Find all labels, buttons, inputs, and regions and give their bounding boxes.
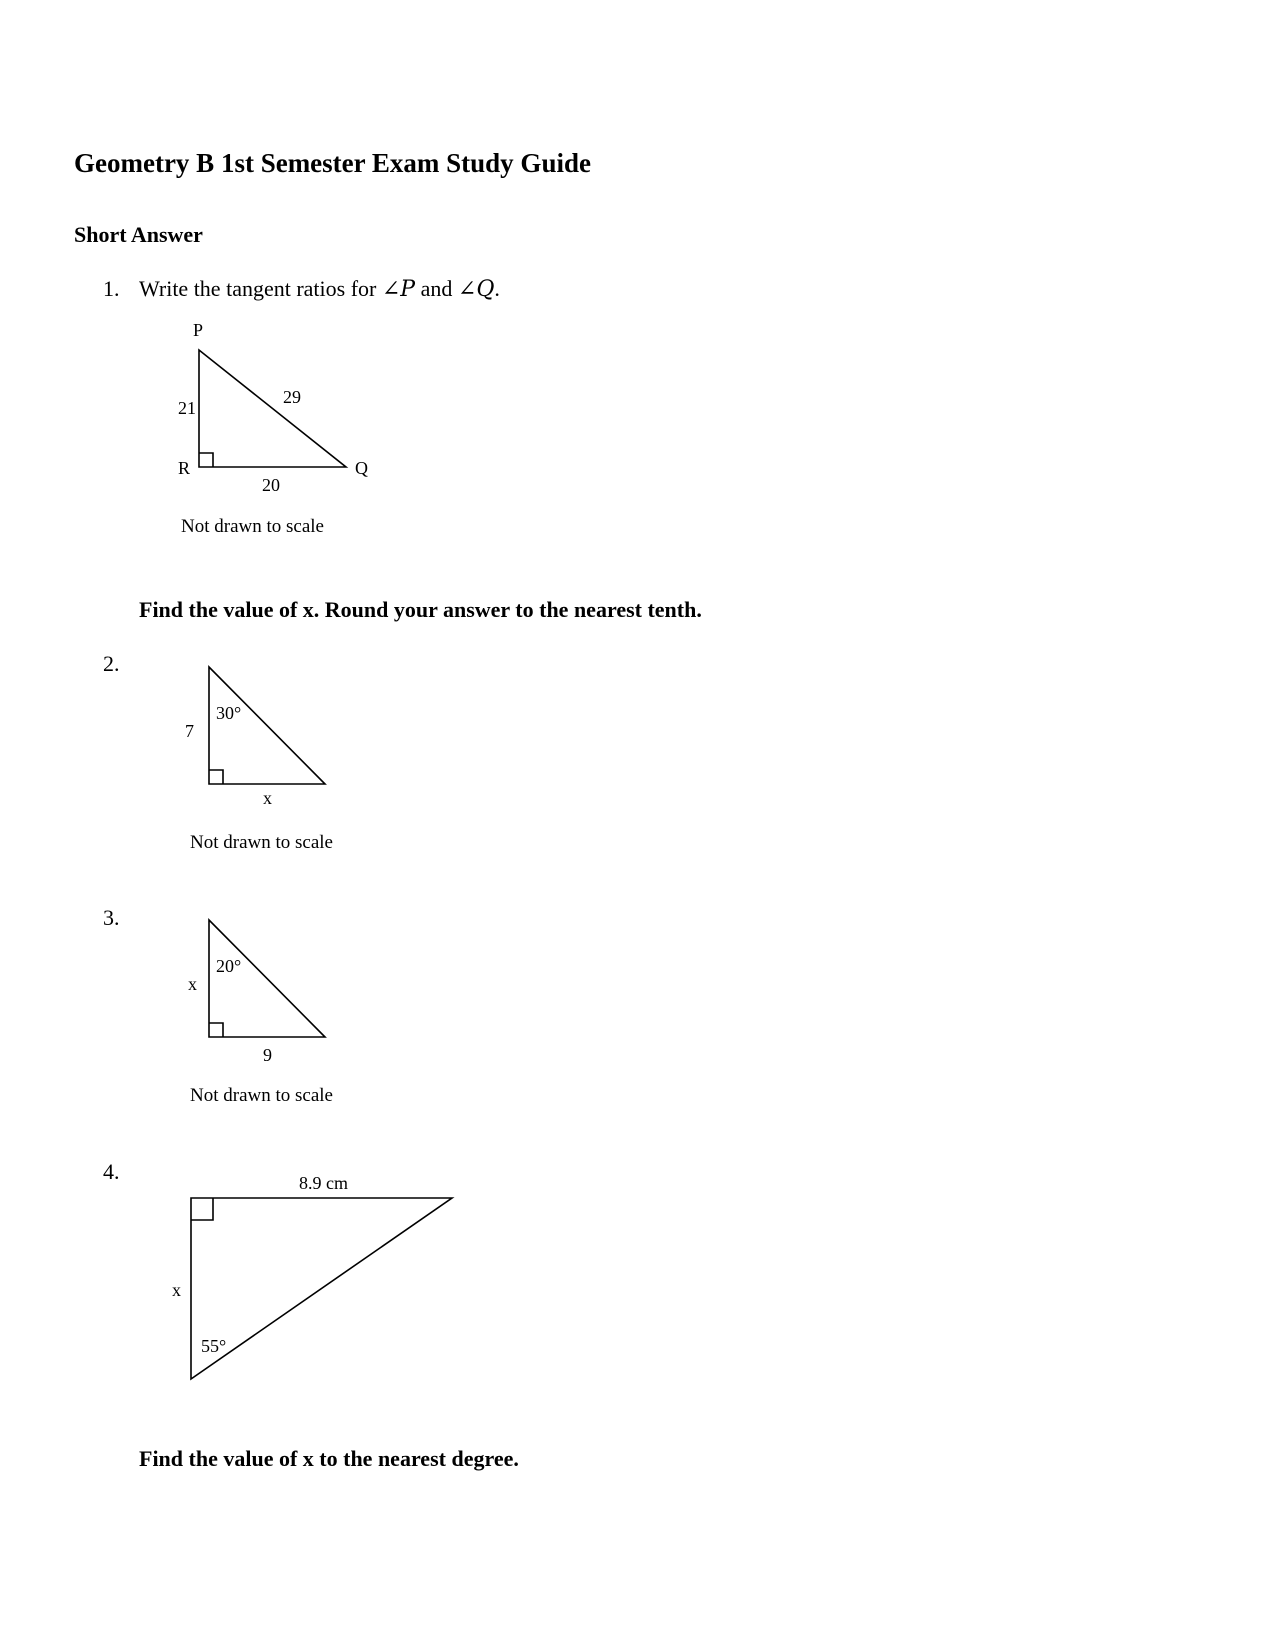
- vertex-label-r: R: [178, 458, 191, 478]
- question-number-2: 2.: [103, 651, 120, 676]
- angle-p: P: [400, 277, 416, 302]
- side-label-rq: 20: [262, 475, 280, 495]
- page-title: Geometry B 1st Semester Exam Study Guide: [74, 148, 591, 178]
- triangle-q4: [191, 1198, 452, 1379]
- scale-note-1: Not drawn to scale: [181, 516, 324, 537]
- angle-label-q3: 20°: [216, 956, 242, 976]
- right-angle-marker: [191, 1198, 213, 1220]
- side-label-pq: 29: [283, 387, 301, 407]
- instruction-nearest-degree: Find the value of x to the nearest degree.: [139, 1446, 519, 1471]
- angle-label-q2: 30°: [216, 703, 242, 723]
- vertex-label-q: Q: [355, 458, 368, 478]
- side-label-top-q4: 8.9 cm: [299, 1173, 348, 1193]
- question-text-connector: and: [415, 276, 458, 301]
- angle-symbol: ∠: [381, 277, 401, 302]
- question-text-end: .: [494, 276, 500, 301]
- side-label-pr: 21: [178, 398, 196, 418]
- angle-symbol: ∠: [457, 277, 477, 302]
- side-label-left-q4: x: [172, 1280, 181, 1300]
- question-number-1: 1.: [103, 276, 120, 301]
- side-label-bottom-q3: 9: [263, 1045, 272, 1065]
- side-label-left-q3: x: [188, 974, 197, 994]
- angle-q: Q: [476, 277, 495, 302]
- question-text-prefix: Write the tangent ratios for: [139, 276, 382, 301]
- instruction-round-tenth: Find the value of x. Round your answer to the nearest tenth.: [139, 597, 702, 622]
- angle-label-q4: 55°: [201, 1336, 227, 1356]
- section-heading: Short Answer: [74, 222, 203, 247]
- question-number-3: 3.: [103, 905, 120, 930]
- vertex-label-p: P: [193, 320, 204, 340]
- side-label-bottom-q2: x: [263, 788, 272, 808]
- side-label-left-q2: 7: [185, 721, 194, 741]
- question-number-4: 4.: [103, 1159, 120, 1184]
- scale-note-2: Not drawn to scale: [190, 832, 333, 853]
- scale-note-3: Not drawn to scale: [190, 1085, 333, 1106]
